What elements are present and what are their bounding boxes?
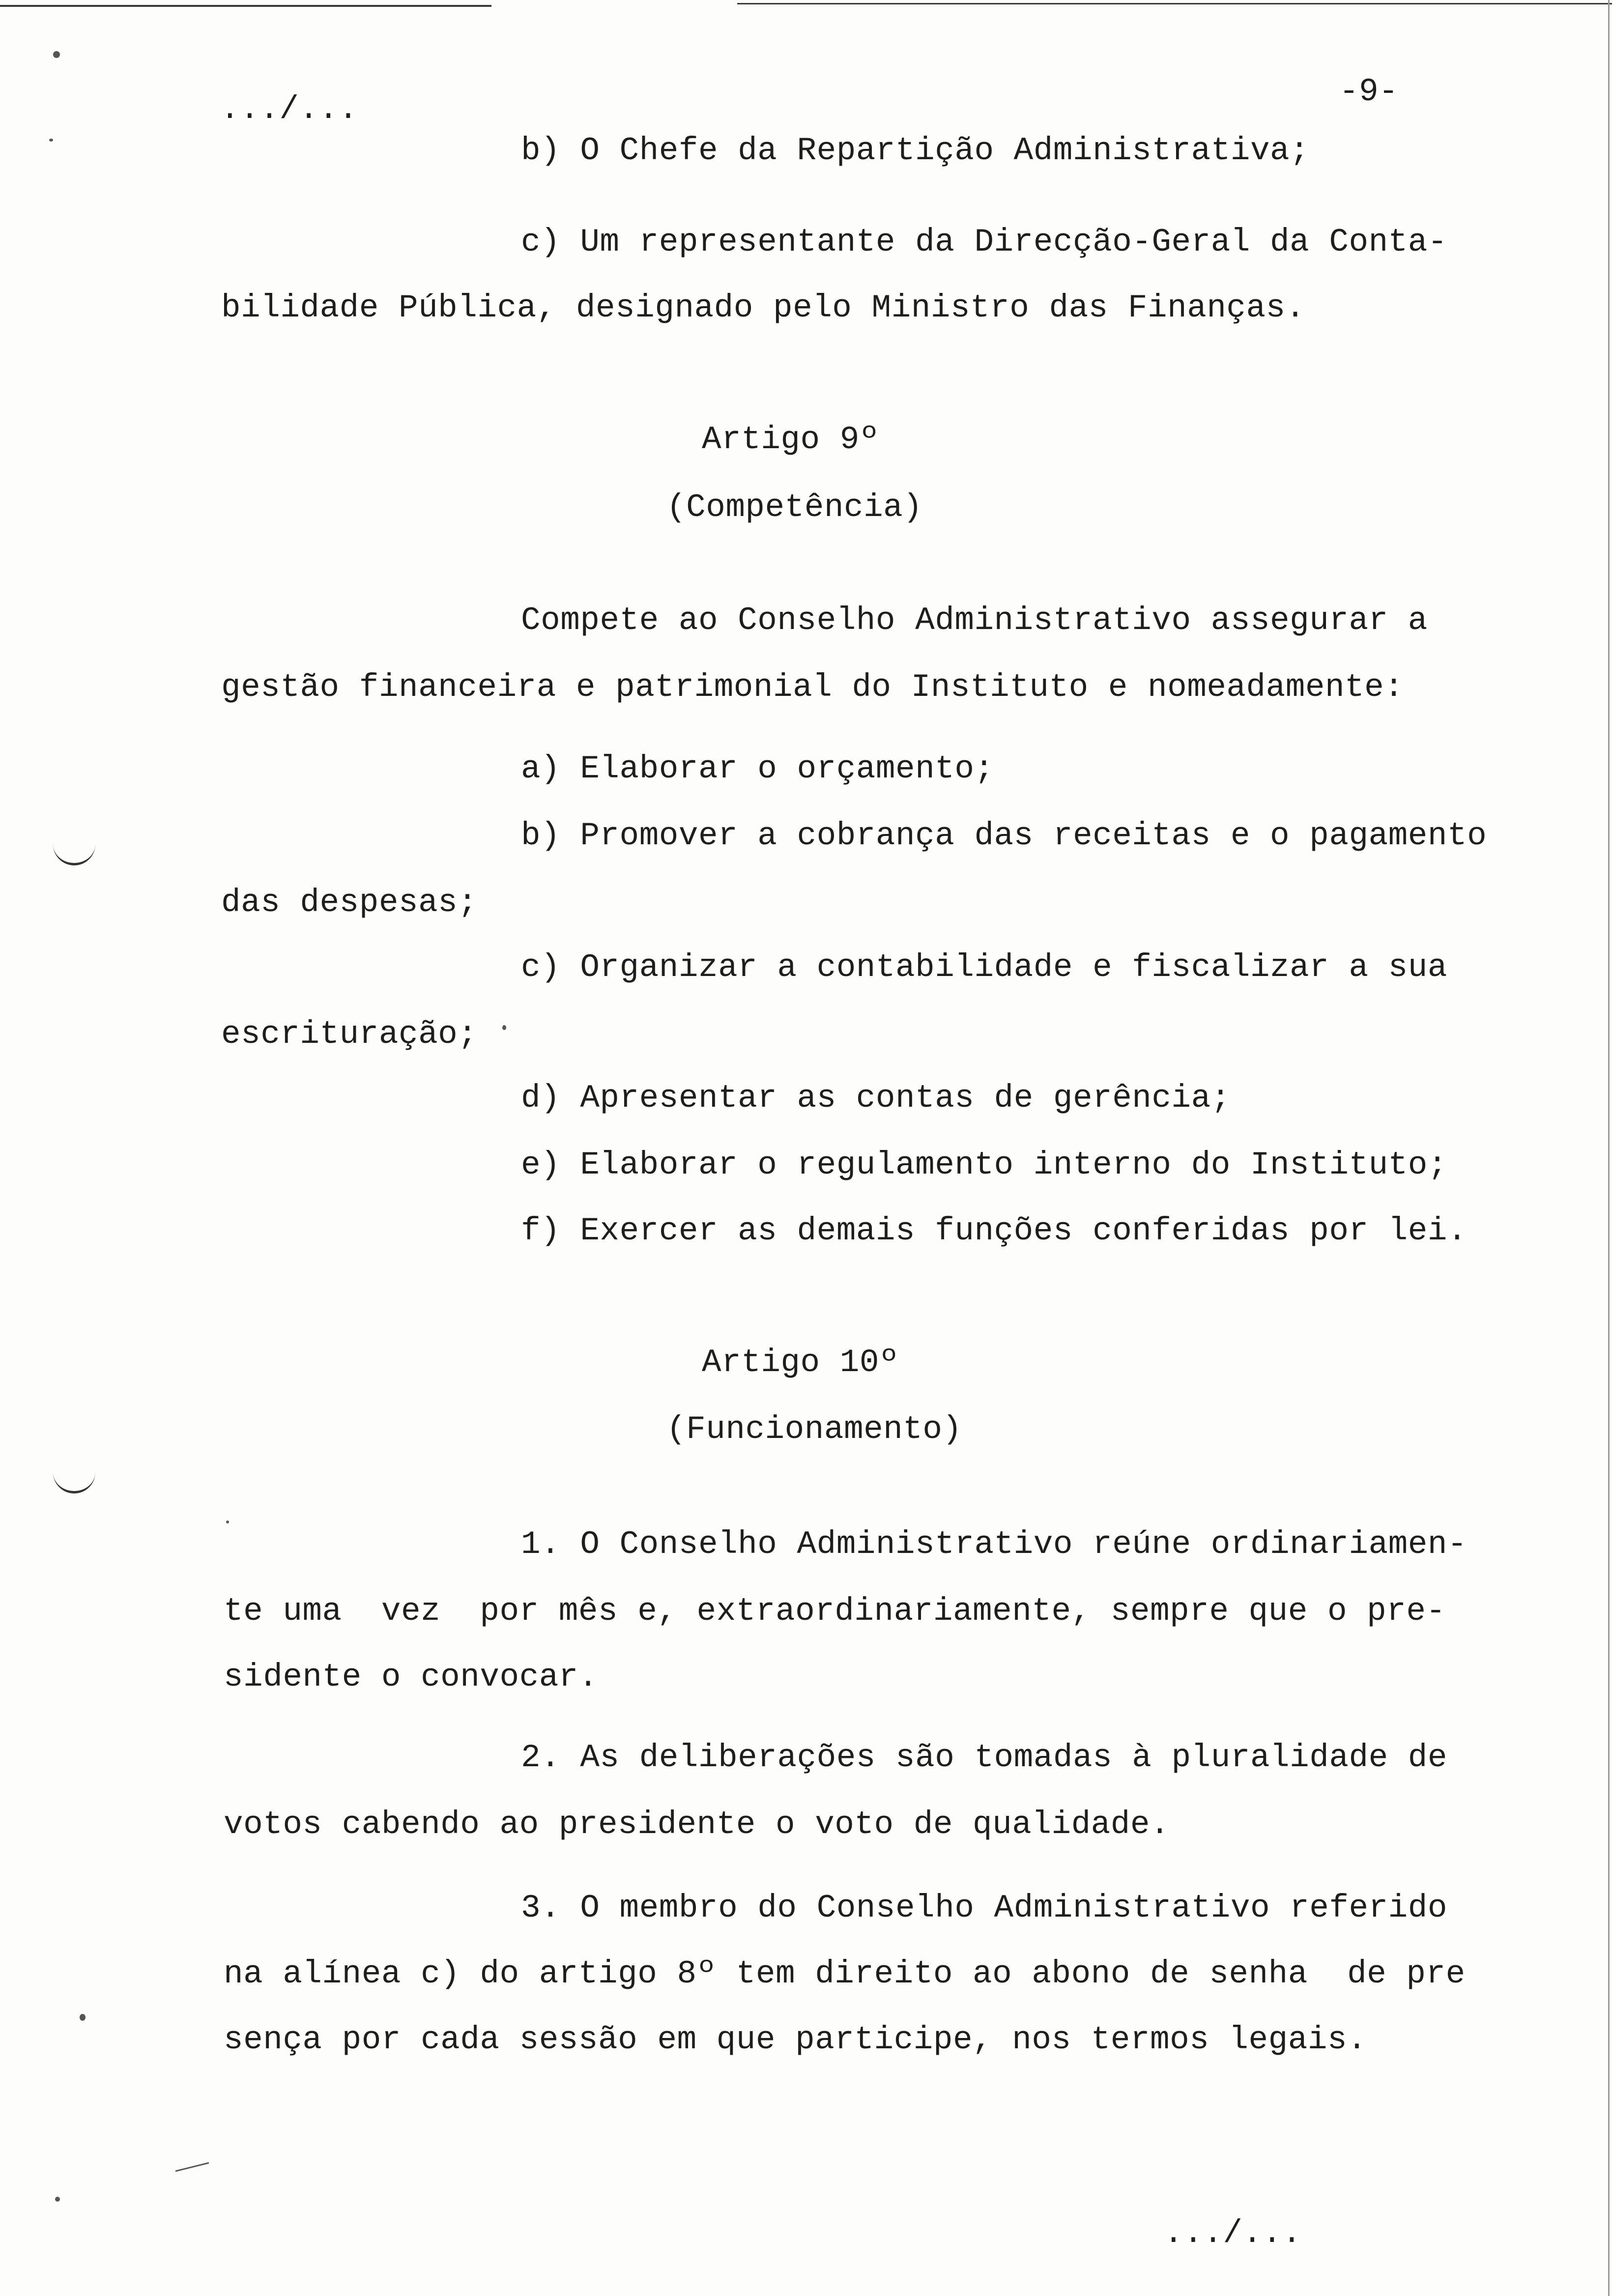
article10-title: Artigo 10º: [702, 1344, 899, 1381]
article9-lead-line1: Compete ao Conselho Administrativo assegurar a: [521, 602, 1428, 639]
scan-speck: [80, 2014, 86, 2021]
article9-item-b-line2: das despesas;: [221, 884, 478, 921]
article9-item-b-line1: b) Promover a cobrança das receitas e o pagamento: [521, 817, 1487, 854]
intro-item-b: b) O Chefe da Repartição Administrativa;: [521, 132, 1310, 169]
article9-item-a: a) Elaborar o orçamento;: [521, 750, 994, 787]
article9-lead-line2: gestão financeira e patrimonial do Instituto e nomeadamente:: [221, 669, 1404, 706]
article10-p1-line2: te uma vez por mês e, extraordinariamente, sempre que o pre-: [224, 1593, 1446, 1630]
article10-p1-line3: sidente o convocar.: [224, 1659, 599, 1695]
article10-p3-line2: na alínea c) do artigo 8º tem direito ao abono de senha de pre: [224, 1955, 1466, 1992]
scan-edge-top-right: [737, 3, 1612, 4]
page-number: -9-: [1339, 73, 1399, 110]
scan-speck: [49, 139, 53, 142]
article9-item-e: e) Elaborar o regulamento interno do Instituto;: [521, 1147, 1448, 1183]
article9-title: Artigo 9º: [702, 421, 879, 458]
article9-item-f: f) Exercer as demais funções conferidas por lei.: [521, 1212, 1468, 1249]
scan-speck: [53, 51, 60, 58]
article10-p3-line1: 3. O membro do Conselho Administrativo referido: [521, 1890, 1448, 1926]
intro-item-c-line1: c) Um representante da Direcção-Geral da Conta-: [521, 224, 1448, 260]
article9-item-c-line1: c) Organizar a contabilidade e fiscalizar a sua: [521, 949, 1448, 986]
intro-item-c-line2: bilidade Pública, designado pelo Ministro das Finanças.: [221, 289, 1305, 326]
continuation-top: .../...: [220, 91, 358, 128]
scan-stroke: [175, 2162, 209, 2172]
punch-hole-mark-upper: [53, 841, 95, 865]
scan-edge-top-left: [0, 5, 491, 7]
scan-edge-right: [1608, 0, 1610, 2296]
article9-subtitle: (Competência): [666, 489, 923, 526]
article10-p2-line1: 2. As deliberações são tomadas à pluralidade de: [521, 1739, 1448, 1776]
article10-subtitle: (Funcionamento): [666, 1411, 962, 1448]
scan-speck: [502, 1025, 506, 1030]
scan-speck: [226, 1521, 229, 1523]
article10-p3-line3: sença por cada sessão em que participe, nos termos legais.: [224, 2021, 1367, 2058]
article9-item-d: d) Apresentar as contas de gerência;: [521, 1080, 1231, 1117]
article9-item-c-line2: escrituração;: [221, 1016, 478, 1053]
continuation-bottom: .../...: [1164, 2215, 1302, 2252]
punch-hole-mark-lower: [53, 1469, 95, 1493]
article10-p2-line2: votos cabendo ao presidente o voto de qualidade.: [224, 1806, 1170, 1843]
scan-speck: [55, 2197, 60, 2202]
article10-p1-line1: 1. O Conselho Administrativo reúne ordinariamen-: [521, 1526, 1468, 1563]
